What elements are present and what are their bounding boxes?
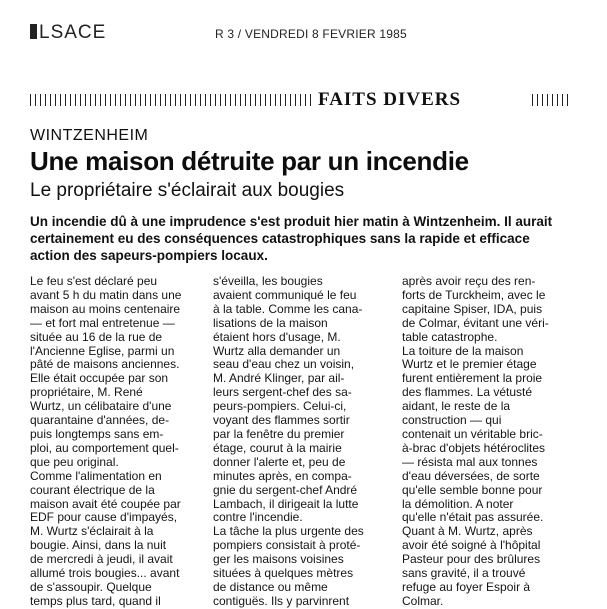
column-line: M. Wurtz s'éclairait à la: [30, 524, 154, 539]
column-line: Quant à M. Wurtz, après: [402, 524, 533, 539]
column-line: après avoir reçu des ren-: [402, 274, 536, 288]
column-line: avant 5 h du matin dans une: [30, 287, 182, 302]
article-lead: [30, 213, 590, 264]
column-line: de mercredi à jeudi, il avait: [30, 552, 173, 567]
column-line: — résista mal aux tonnes: [402, 454, 538, 469]
column-line: d'eau déversées, de sorte: [402, 468, 540, 483]
column-line: l'Ancienne Eglise, parmi un: [30, 343, 175, 358]
lead-line: certainement eu des conséquences catastrophiques sans la rapide et efficace: [30, 231, 530, 246]
article-subheadline: Le propriétaire s'éclairait aux bougies: [30, 180, 345, 201]
column-line: seau d'eau chez un voisin,: [213, 357, 355, 372]
column-line: maison au moins centenaire: [30, 301, 181, 316]
column-line: table catastrophe.: [402, 329, 498, 344]
column-line: maison avait été coupée par: [30, 496, 181, 511]
column-line: allumé trois bougies... avant: [30, 566, 180, 581]
section-rubric: FAITS DIVERS: [318, 89, 462, 110]
column-line: Wurtz alla demander un: [213, 343, 341, 358]
column-line: voyant des flammes sortir: [213, 413, 350, 428]
column-line: Wurtz et le premier étage: [402, 357, 537, 372]
column-line: leurs sergent-chef des sa-: [213, 385, 352, 400]
column-line: la démolition. A noter: [402, 496, 514, 511]
column-line: à-brac d'objets hétéroclites: [402, 440, 546, 455]
column-line: ger les maisons voisines: [213, 552, 344, 567]
column-line: Colmar.: [402, 593, 444, 608]
column-line: — et fort mal entretenue —: [30, 315, 175, 330]
column-line: sans gravité, il a trouvé: [402, 566, 526, 581]
column-line: aidant, le reste de la: [402, 399, 511, 414]
article-column-1: [30, 275, 205, 609]
column-line: pompiers consistait à proté-: [213, 538, 361, 553]
column-line: courant électrique de la: [30, 482, 155, 497]
column-line: de Colmar, évitant une véri-: [402, 315, 549, 330]
column-line: avoir été soigné à l'hôpital: [402, 538, 541, 553]
column-line: Elle était occupée par son: [30, 371, 169, 386]
column-line: gnie du sergent-chef André: [213, 482, 358, 497]
column-line: furent entièrement la proie: [402, 371, 543, 386]
rubric-hatch-rule-end: [532, 94, 572, 106]
article-place: WINTZENHEIM: [30, 127, 149, 144]
lead-line: action des sapeurs-pompiers locaux.: [30, 248, 268, 263]
column-line: refuge au foyer Espoir à: [402, 579, 531, 594]
column-line: La toiture de la maison: [402, 343, 524, 358]
column-line: de distance ou même: [213, 579, 328, 594]
column-line: à la table. Comme les cana-: [213, 301, 363, 316]
column-line: par la fenêtre du premier: [213, 426, 345, 441]
column-line: avaient communiqué le feu: [213, 287, 357, 302]
column-line: que peu original.: [30, 454, 119, 469]
column-line: située au 16 de la rue de: [30, 329, 163, 344]
article-headline: Une maison détruite par un incendie: [30, 146, 469, 176]
column-line: bougie. Ainsi, dans la nuit: [30, 538, 167, 553]
column-line: lisations de la maison: [213, 315, 328, 330]
column-line: s'éveilla, les bougies: [213, 274, 323, 288]
column-line: contre l'incendie.: [213, 510, 303, 525]
column-line: Pasteur pour des brûlures: [402, 552, 541, 567]
article-column-2: [213, 275, 396, 609]
newspaper-masthead: [30, 22, 106, 44]
column-line: forts de Turckheim, avec le: [402, 287, 546, 302]
column-line: contenait un véritable bric-: [402, 426, 543, 441]
column-line: construction — qui: [402, 413, 502, 428]
column-line: qu'elle semble bonne pour: [402, 482, 543, 497]
column-line: de s'assoupir. Quelque: [30, 579, 152, 594]
column-line: Lambach, il dirigeait la lutte: [213, 496, 359, 511]
column-line: Comme l'alimentation en: [30, 468, 162, 483]
column-line: minutes après, en compa-: [213, 468, 352, 483]
column-line: pâté de maisons anciennes.: [30, 357, 180, 372]
rubric-hatch-rule: [30, 94, 315, 106]
column-line: temps plus tard, quand il: [30, 593, 161, 608]
column-line: situées à quelques mètres: [213, 566, 354, 581]
column-line: M. André Klinger, par ail-: [213, 371, 345, 386]
column-line: quarantaine d'années, de-: [30, 413, 170, 428]
column-line: ploi, au comportement quel-: [30, 440, 179, 455]
page-dateline: R 3 / VENDREDI 8 FEVRIER 1985: [215, 27, 407, 41]
article-column-3: [402, 275, 592, 609]
column-line: Wurtz, un célibataire d'une: [30, 399, 172, 414]
column-line: capitaine Spiser, IDA, puis: [402, 301, 543, 316]
column-line: EDF pour cause d'impayés,: [30, 510, 178, 525]
column-line: La tâche la plus urgente des: [213, 524, 364, 539]
column-line: puis longtemps sans em-: [30, 426, 164, 441]
masthead-title: LSACE: [39, 22, 107, 43]
column-line: étage, courut à la mairie: [213, 440, 342, 455]
column-line: qu'elle n'était pas assurée.: [402, 510, 544, 525]
column-line: étaient hors d'usage, M.: [213, 329, 341, 344]
column-line: donner l'alerte et, peu de: [213, 454, 346, 469]
column-line: peurs-pompiers. Celui-ci,: [213, 399, 347, 414]
column-line: propriétaire, M. René: [30, 385, 143, 400]
lead-line: Un incendie dû à une imprudence s'est produit hier matin à Wintzenheim. Il aurait: [30, 214, 553, 229]
masthead-bar-mark: [30, 24, 37, 39]
column-line: des flammes. La vétusté: [402, 385, 533, 400]
column-line: Le feu s'est déclaré peu: [30, 274, 158, 288]
column-line: contiguës. Ils y parvinrent: [213, 593, 350, 608]
